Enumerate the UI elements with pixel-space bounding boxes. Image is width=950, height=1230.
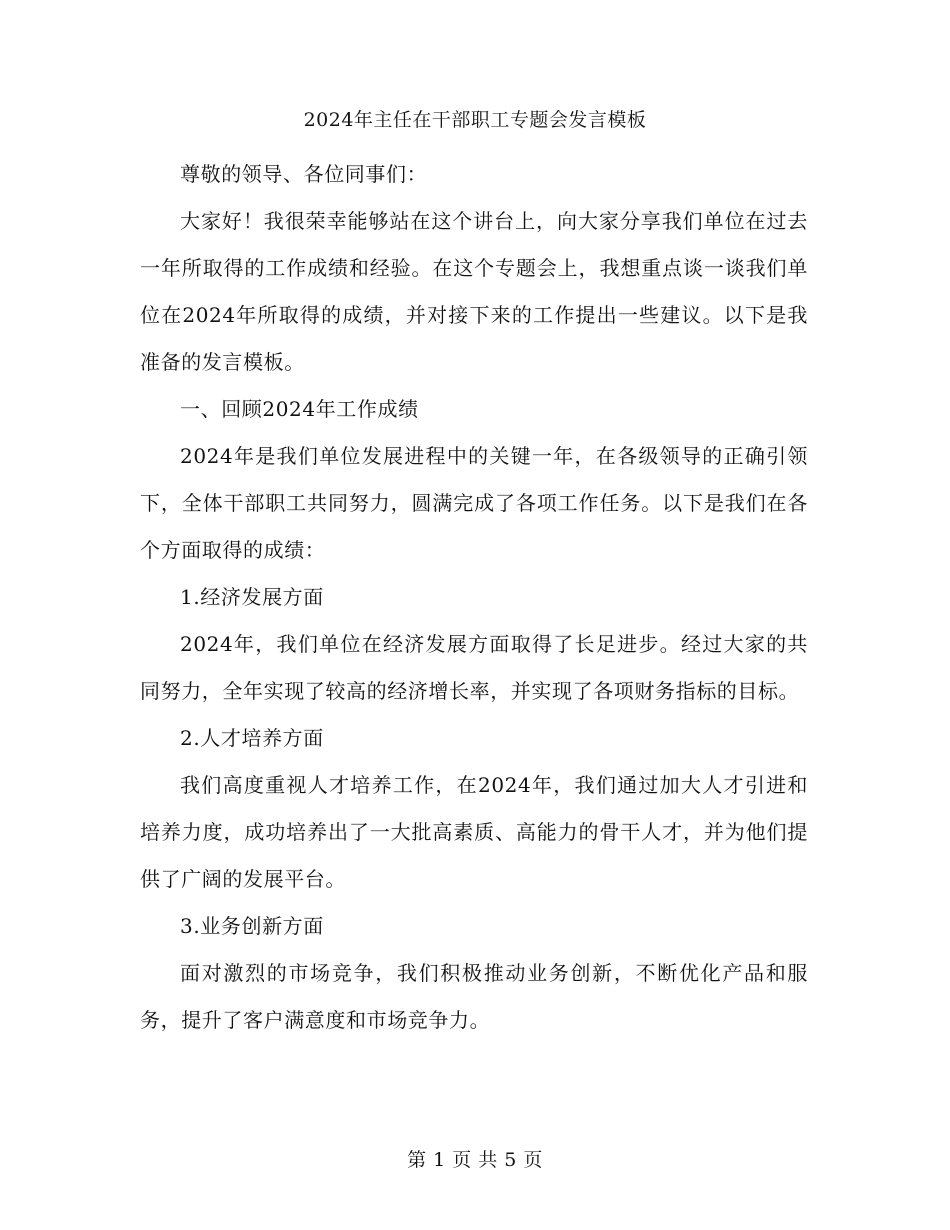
greeting-paragraph: 尊敬的领导、各位同事们： bbox=[180, 162, 428, 186]
document-body bbox=[140, 151, 808, 1044]
section-heading: 一、回顾2024年工作成绩 bbox=[180, 397, 419, 421]
body-paragraph: 面对激烈的市场竞争，我们积极推动业务创新，不断优化产品和服务，提升了客户满意度和市场竞争力。 bbox=[140, 961, 808, 1032]
intro-paragraph: 大家好！我很荣幸能够站在这个讲台上，向大家分享我们单位在过去一年所取得的工作成绩和经验。在这个专题会上，我想重点谈一谈我们单位在2024年所取得的成绩，并对接下来的工作提出一些建议。以下是我准备的发言模板。 bbox=[140, 209, 808, 374]
subsection-heading: 1.经济发展方面 bbox=[180, 585, 324, 609]
document-title: 2024年主任在干部职工专题会发言模板 bbox=[303, 109, 647, 131]
page-number-label: 第 1 页 共 5 页 bbox=[407, 1149, 543, 1171]
page-footer bbox=[0, 1144, 950, 1176]
body-paragraph: 2024年是我们单位发展进程中的关键一年，在各级领导的正确引领下，全体干部职工共同努力，圆满完成了各项工作任务。以下是我们在各个方面取得的成绩： bbox=[140, 444, 808, 562]
body-paragraph: 2024年，我们单位在经济发展方面取得了长足进步。经过大家的共同努力，全年实现了较高的经济增长率，并实现了各项财务指标的目标。 bbox=[140, 632, 808, 703]
body-paragraph: 我们高度重视人才培养工作，在2024年，我们通过加大人才引进和培养力度，成功培养出了一大批高素质、高能力的骨干人才，并为他们提供了广阔的发展平台。 bbox=[140, 773, 808, 891]
subsection-heading: 2.人才培养方面 bbox=[180, 726, 324, 750]
subsection-heading: 3.业务创新方面 bbox=[180, 914, 324, 938]
